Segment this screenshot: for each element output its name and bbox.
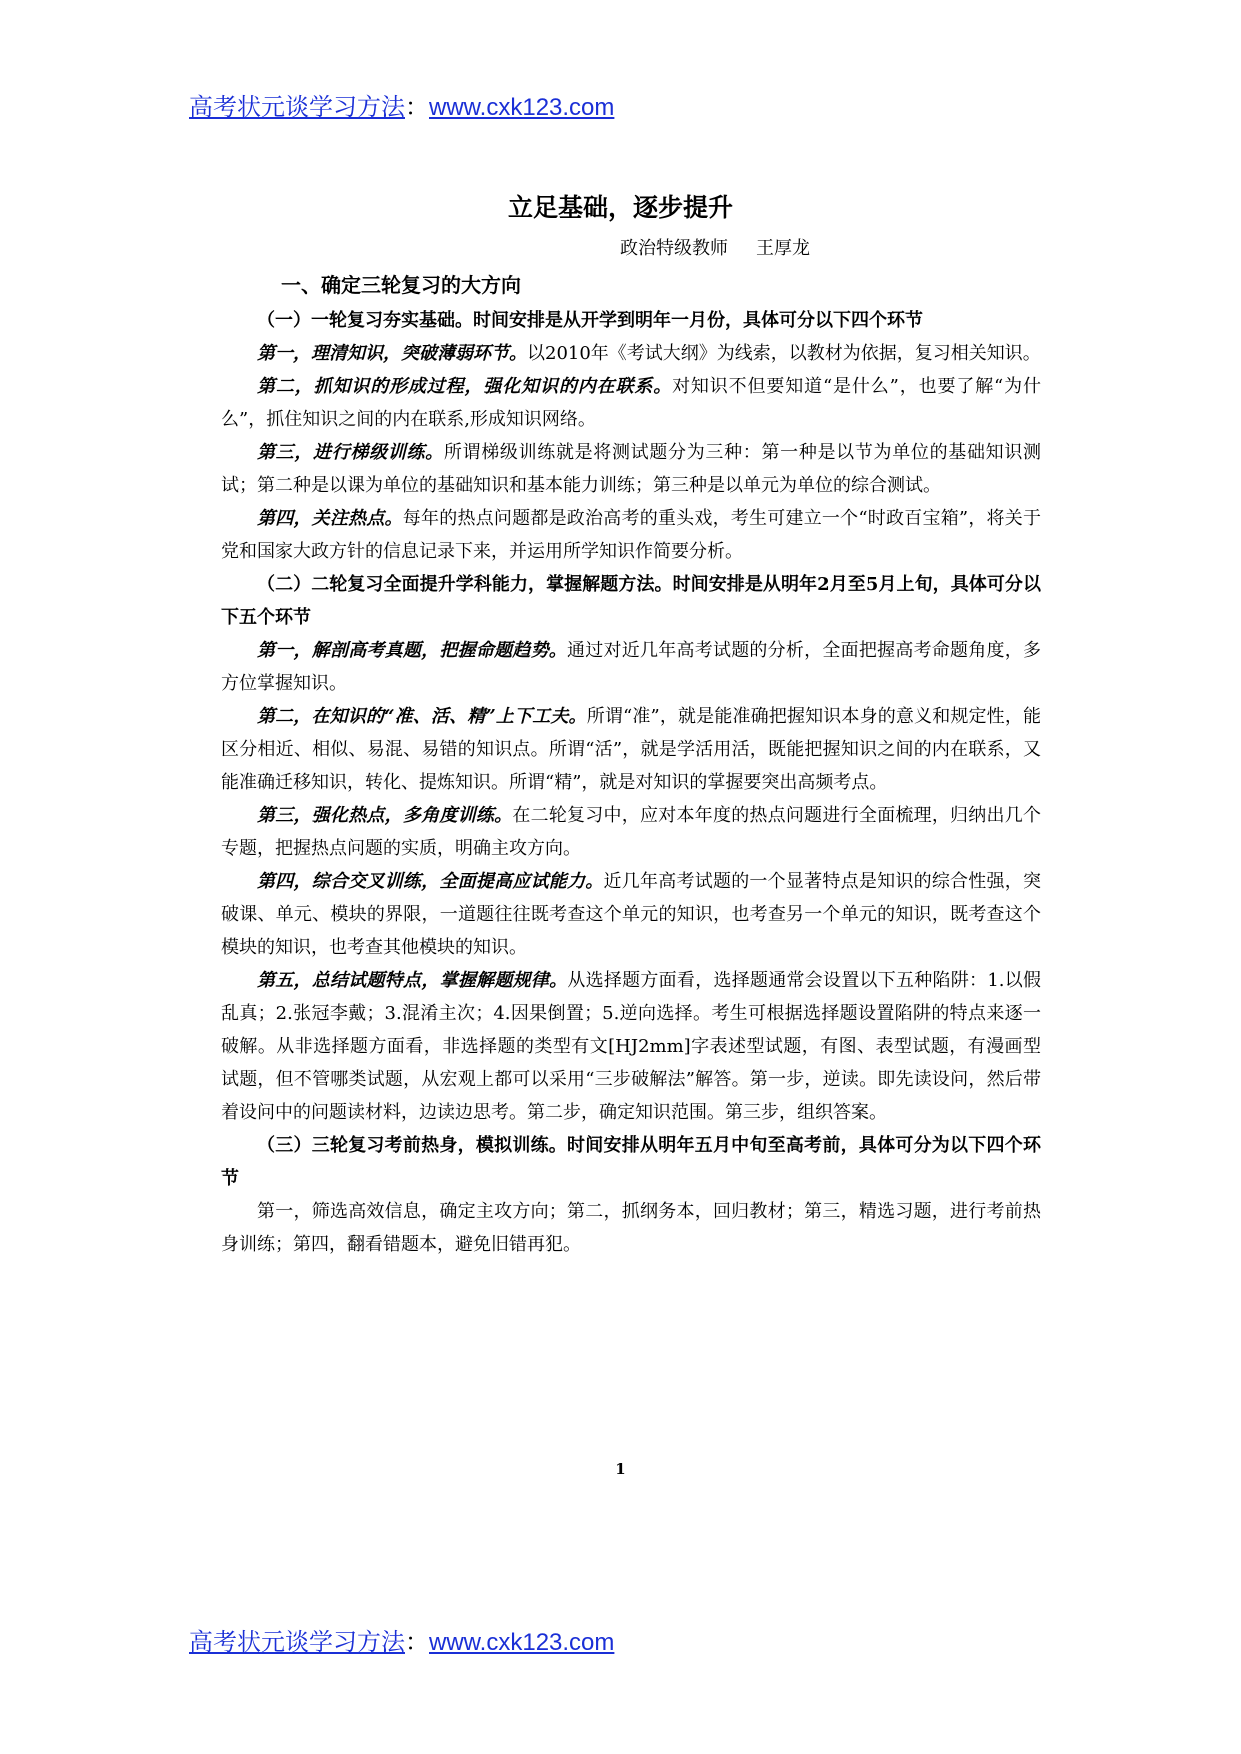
- author-role: 政治特级教师: [620, 238, 728, 259]
- paragraph-text: 在二轮复习中，应对本年度的热点问题进行全面梳理，归纳出几个专题，把握热点问题的实质，明确主攻方向。: [221, 805, 1042, 859]
- paragraph-text: 通过对近几年高考试题的分析，全面把握高考命题角度，多方位掌握知识。: [221, 640, 1041, 694]
- part3-heading: （三）三轮复习考前热身，模拟训练。时间安排从明年五月中旬至高考前，具体可分为以下四个环节: [221, 1135, 1041, 1189]
- section1-heading: 一、确定三轮复习的大方向: [281, 273, 521, 297]
- paragraph: [221, 634, 1041, 700]
- paragraph-text: 近几年高考试题的一个显著特点是知识的综合性强，突破课、单元、模块的界限，一道题往往既考查这个单元的知识，也考查另一个单元的知识，既考查这个模块的知识，也考查其他模块的知识。: [221, 871, 1042, 958]
- paragraph: [221, 502, 1041, 568]
- footer-site-link: [189, 1627, 614, 1658]
- paragraph: [221, 436, 1041, 502]
- paragraph-text: 对知识不但要知道“是什么”，也要了解“为什么”，抓住知识之间的内在联系,形成知识网络。: [221, 376, 1041, 430]
- footer-site-name-link[interactable]: 高考状元谈学习方法: [189, 1628, 405, 1656]
- paragraph-lead: 第三，进行梯级训练。: [257, 442, 444, 463]
- paragraph-text: 第一，筛选高效信息，确定主攻方向；第二，抓纲务本，回归教材；第三，精选习题，进行考前热身训练；第四，翻看错题本，避免旧错再犯。: [221, 1201, 1041, 1255]
- paragraph-text: 所谓“准”，就是能准确把握知识本身的意义和规定性，能区分相近、相似、易混、易错的知识点。所谓“活”，就是学活用活，既能把握知识之间的内在联系，又能准确迁移知识，转化、提炼知识。所谓“精”，就是对知识的掌握要突出高频考点。: [221, 706, 1041, 793]
- paragraph-lead: 第一，理清知识，突破薄弱环节。: [257, 343, 527, 364]
- paragraph-lead: 第二，抓知识的形成过程，强化知识的内在联系。: [257, 376, 673, 397]
- paragraph-text: 所谓梯级训练就是将测试题分为三种：第一种是以节为单位的基础知识测试；第二种是以课为单位的基础知识和基本能力训练；第三种是以单元为单位的综合测试。: [221, 442, 1042, 496]
- paragraph: [221, 337, 1041, 370]
- paragraph-lead: 第四，关注热点。: [257, 508, 403, 529]
- paragraph-lead: 第五，总结试题特点，掌握解题规律。: [257, 970, 568, 991]
- footer-link-separator: ：: [405, 1628, 429, 1656]
- author-line: [620, 236, 810, 262]
- paragraph-text: 以2010年《考试大纲》为线索，以教材为依据，复习相关知识。: [527, 343, 1041, 364]
- paragraph-lead: 第一，解剖高考真题，把握命题趋势。: [257, 640, 568, 661]
- paragraph: [221, 700, 1041, 799]
- header-site-name-link[interactable]: 高考状元谈学习方法: [189, 93, 405, 121]
- paragraph: [221, 799, 1041, 865]
- footer-site-url-link[interactable]: www.cxk123.com: [429, 1629, 615, 1656]
- paragraph-text: 每年的热点问题都是政治高考的重头戏，考生可建立一个“时政百宝箱”，将关于党和国家大政方针的信息记录下来，并运用所学知识作简要分析。: [221, 508, 1042, 562]
- paragraph: [221, 865, 1041, 964]
- document-title: 立足基础，逐步提升: [507, 193, 733, 222]
- part2-heading: （二）二轮复习全面提升学科能力，掌握解题方法。时间安排是从明年2月至5月上旬，具体可分以下五个环节: [221, 574, 1041, 628]
- paragraph-text: 从选择题方面看，选择题通常会设置以下五种陷阱：1.以假乱真；2.张冠李戴；3.混淆主次；4.因果倒置；5.逆向选择。考生可根据选择题设置陷阱的特点来逐一破解。从非选择题方面看，非选择题的类型有文[HJ2mm]字表述型试题，有图、表型试题，有漫画型试题，但不管哪类试题，从宏观上都可以采用“三步破解法”解答。第一步，逆读。即先读设问，然后带着设问中的问题读材料，边读边思考。第二步，确定知识范围。第三步，组织答案。: [221, 970, 1042, 1123]
- part1-heading: （一）一轮复习夯实基础。时间安排是从开学到明年一月份，具体可分以下四个环节: [257, 310, 923, 331]
- paragraph-lead: 第四，综合交叉训练，全面提高应试能力。: [257, 871, 604, 892]
- header-site-link: [189, 92, 614, 123]
- author-name: 王厚龙: [756, 238, 810, 259]
- paragraph: [221, 964, 1041, 1129]
- paragraph-lead: 第二，在知识的“准、活、精”上下工夫。: [257, 706, 587, 727]
- document-body: [221, 266, 1041, 1261]
- paragraph-lead: 第三，强化热点，多角度训练。: [257, 805, 513, 826]
- page-number: 1: [615, 1460, 626, 1478]
- header-link-separator: ：: [405, 93, 429, 121]
- paragraph: [221, 370, 1041, 436]
- header-site-url-link[interactable]: www.cxk123.com: [429, 94, 615, 121]
